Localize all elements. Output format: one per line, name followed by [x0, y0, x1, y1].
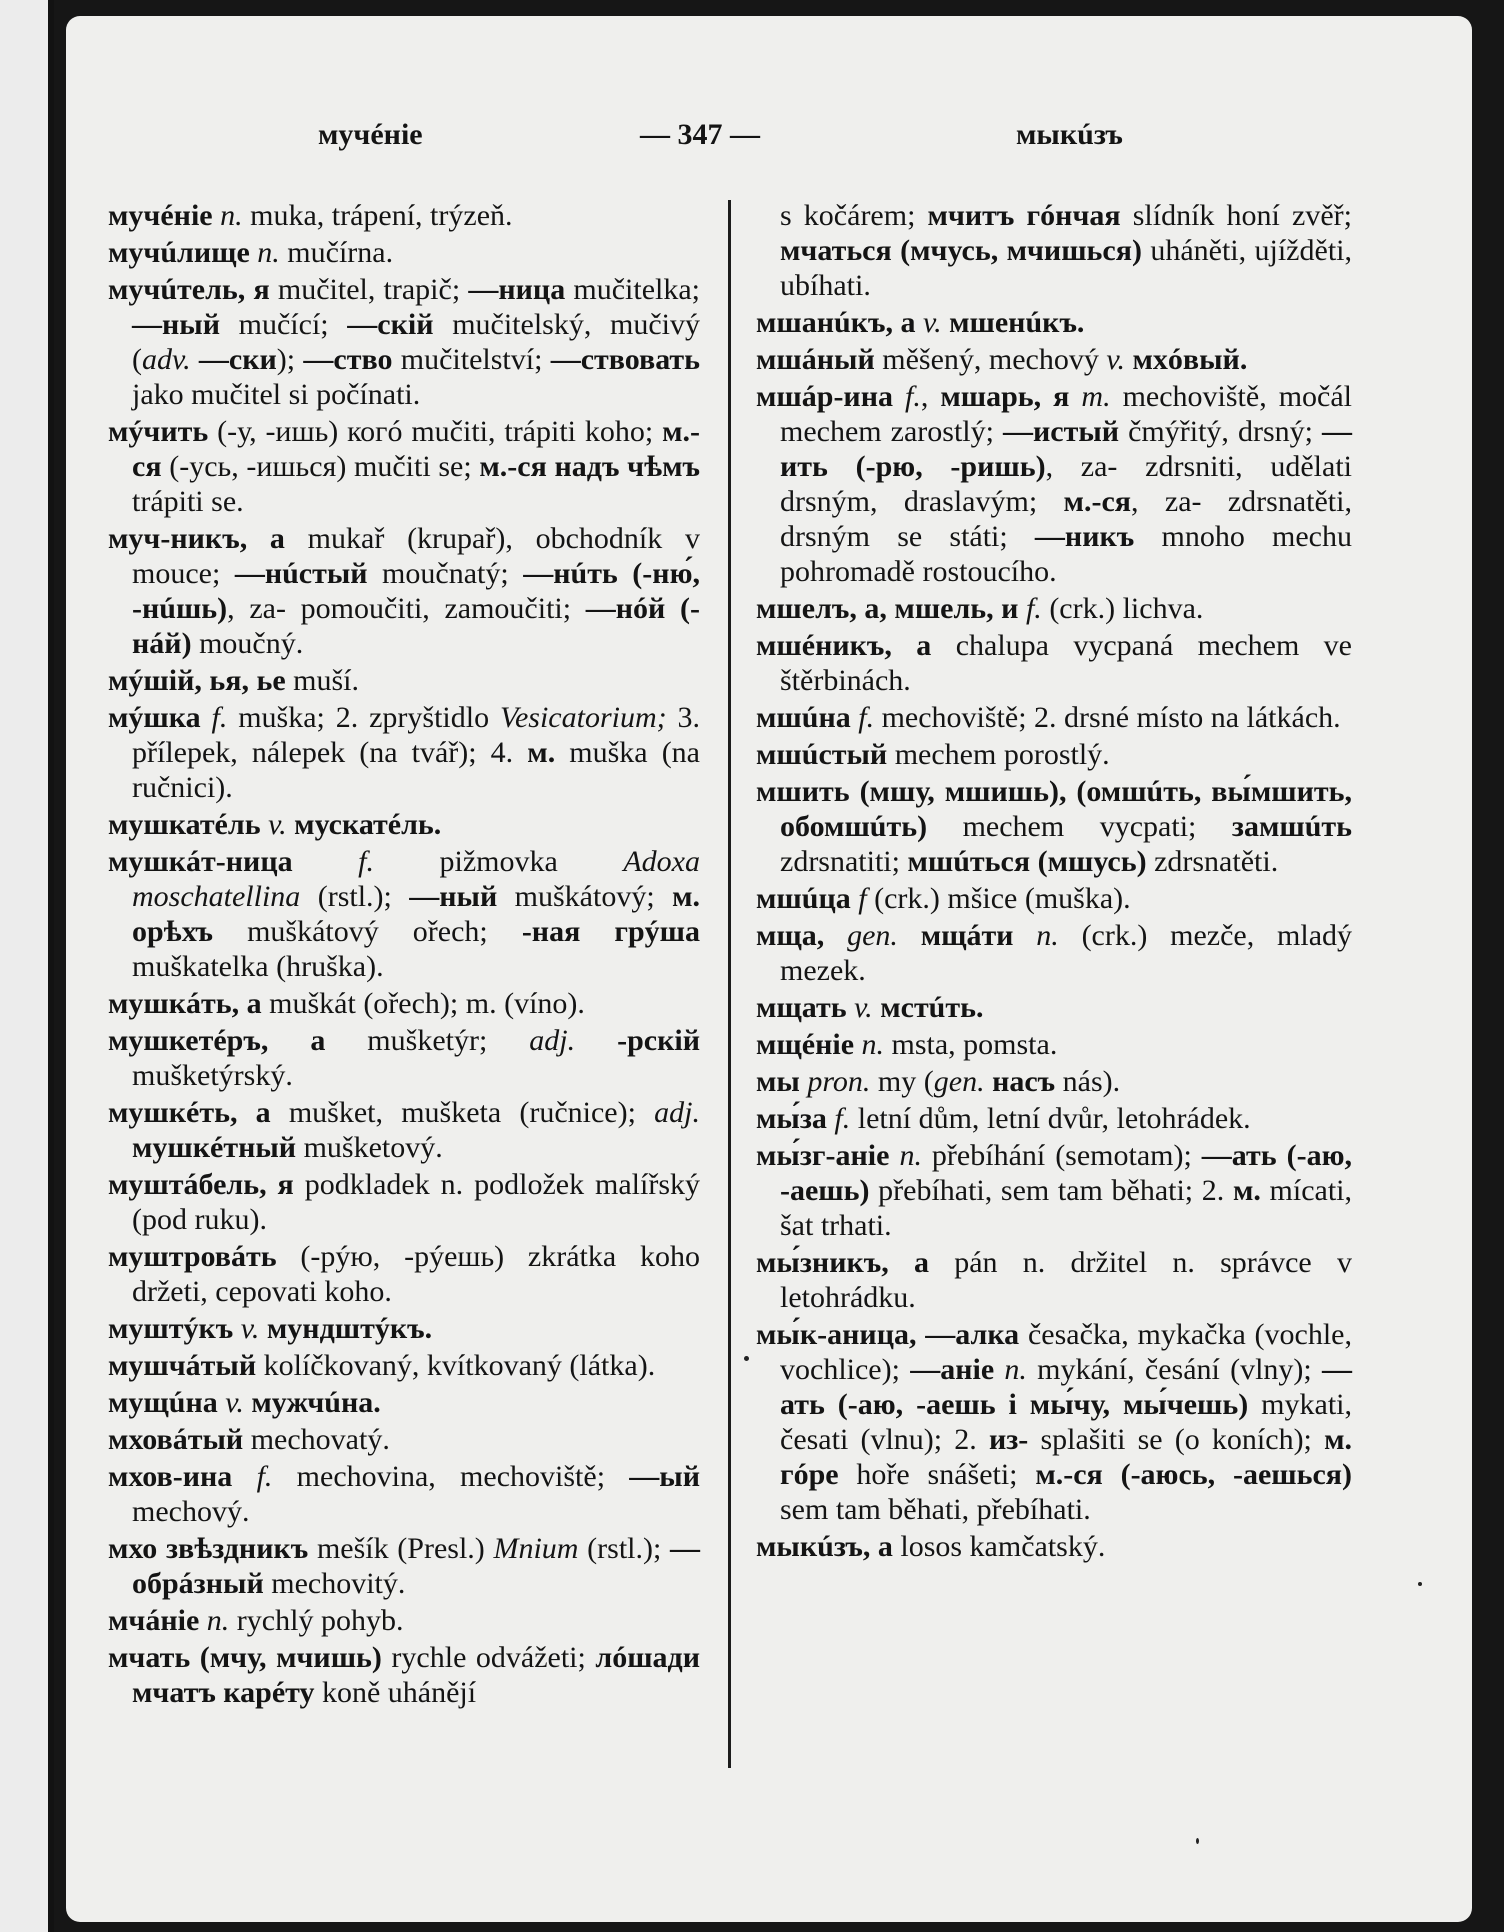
entry-headword: мчáніе: [108, 1604, 200, 1637]
print-speck: [1418, 1582, 1422, 1586]
definition-text: [232, 1460, 256, 1493]
definition-text: mušket, mušketa (ručnice);: [270, 1096, 655, 1129]
definition-text: mušketový.: [296, 1131, 443, 1164]
dictionary-entry: [756, 1027, 1352, 1062]
definition-text: splašiti se (o koních);: [1028, 1423, 1325, 1456]
grammar-label: adj.: [654, 1096, 700, 1129]
grammar-label: n.: [1004, 1353, 1027, 1386]
definition-text: trápiti se.: [132, 485, 244, 518]
definition-text: mechoviště; 2. drsné místo na látkách.: [874, 701, 1341, 734]
running-head-right: мыкúзъ: [1016, 118, 1123, 151]
entry-headword: мушкáть, а: [108, 987, 262, 1020]
entry-headword: мучúтель, я: [108, 273, 270, 306]
grammar-label: n.: [206, 1604, 230, 1637]
cyrillic-form: —ать (-аю, -аешь): [780, 1139, 1353, 1207]
dictionary-entry: [756, 1138, 1352, 1243]
dictionary-entry: [756, 305, 1352, 340]
definition-text: muškátový;: [497, 880, 673, 913]
grammar-label: v.: [854, 991, 873, 1024]
definition-text: [854, 1028, 862, 1061]
entry-headword: мчать: [108, 1641, 191, 1674]
entry-continuation: [756, 198, 1352, 303]
entry-headword: мшить: [756, 775, 850, 808]
grammar-label: f.: [858, 701, 875, 734]
definition-text: [213, 199, 221, 232]
grammar-label: f.: [256, 1460, 273, 1493]
cyrillic-form: —нúть (-ню́, -нúшь): [132, 557, 700, 625]
column-divider: [728, 200, 731, 1768]
cyrillic-form: из-: [988, 1423, 1029, 1456]
definition-text: mechem vycpati;: [927, 810, 1232, 843]
definition-text: [261, 808, 269, 841]
definition-text: mukař (krupař), obchodník v mouce;: [132, 522, 700, 590]
cyrillic-form: мшарь, я: [940, 380, 1070, 413]
definition-text: muškátový ořech;: [213, 915, 522, 948]
definition-text: [942, 306, 950, 339]
cyrillic-form: —ый: [629, 1460, 701, 1493]
definition-text: mechovitý.: [263, 1567, 406, 1600]
definition-text: mechový.: [132, 1495, 250, 1528]
definition-text: moučný.: [191, 627, 304, 660]
cyrillic-form: мстúть.: [880, 991, 984, 1024]
definition-text: [575, 1024, 617, 1057]
dictionary-entry: [108, 272, 700, 412]
definition-text: moučnatý;: [367, 557, 524, 590]
cyrillic-form: мундштýкъ.: [266, 1312, 433, 1345]
definition-text: [916, 306, 924, 339]
definition-text: podkladek n. podložek malířský (pod ruku).: [132, 1168, 701, 1236]
definition-text: mučitel, trapič;: [269, 273, 469, 306]
entry-headword: мущúна: [108, 1386, 218, 1419]
entry-headword: мшанúкъ, а: [756, 306, 916, 339]
entry-headword: мщать: [756, 991, 847, 1024]
cyrillic-form: —ить (-рю, -ришь): [780, 415, 1353, 483]
grammar-label: v.: [240, 1312, 260, 1345]
definition-text: mnoho mechu pohromadě rostoucího.: [780, 520, 1352, 588]
definition-text: jako mučitel si počínati.: [132, 378, 421, 411]
entry-headword: мушкатéль: [108, 808, 261, 841]
cyrillic-form: —ница: [468, 273, 566, 306]
entry-headword: мучúлище: [108, 236, 250, 269]
cyrillic-form: мхóвый.: [1132, 343, 1248, 376]
dictionary-entry: [108, 1348, 700, 1383]
definition-text: sem tam běhati, přebíhati.: [780, 1493, 1091, 1526]
dictionary-entry: [108, 1385, 700, 1420]
cyrillic-form: —обрáзный: [132, 1532, 701, 1600]
dictionary-entry: [108, 521, 700, 661]
cyrillic-form: -ная грýша: [521, 915, 700, 948]
dictionary-entry: [108, 414, 700, 519]
grammar-label: n.: [257, 236, 280, 269]
definition-text: přebíhati, sem tam běhati; 2.: [869, 1174, 1233, 1207]
dictionary-entry: [108, 844, 700, 984]
definition-text: mykání, česání (vlny);: [1026, 1353, 1323, 1386]
running-head-left: мучéніе: [318, 118, 423, 151]
dictionary-entry: [756, 881, 1352, 916]
cyrillic-form: -рскій: [617, 1024, 701, 1057]
grammar-label: n.: [220, 199, 243, 232]
entry-headword: мхо звѣздникъ: [108, 1532, 309, 1565]
definition-text: [1069, 380, 1081, 413]
definition-text: slídník honí zvěř;: [1120, 199, 1352, 232]
definition-text: rychlý pohyb.: [229, 1604, 404, 1637]
dictionary-entry: [108, 198, 700, 233]
cyrillic-form: —ать (-аю, -аешь і мы́чу, мы́чешь): [780, 1353, 1353, 1421]
entry-headword: мушчáтый: [108, 1349, 257, 1382]
grammar-label: n.: [1036, 919, 1059, 952]
entry-headword: мшáр-ина: [756, 380, 894, 413]
cyrillic-form: м.-ся: [132, 415, 700, 483]
cyrillic-form: —ствовать: [550, 343, 701, 376]
definition-text: [889, 1139, 899, 1172]
definition-text: muka, trápení, trýzeň.: [242, 199, 513, 232]
dictionary-entry: [756, 1064, 1352, 1099]
cyrillic-form: насъ: [992, 1065, 1056, 1098]
definition-text: přebíhání (semotam);: [921, 1139, 1202, 1172]
cyrillic-form: мшúться (мшусь): [907, 845, 1147, 878]
entry-headword: мы́зникъ, а: [756, 1246, 929, 1279]
cyrillic-form: (мшу, мшишь), (омшúть, вы́мшить, обомшúть): [780, 775, 1352, 843]
cyrillic-form: —аніе: [910, 1353, 995, 1386]
dictionary-entry: [756, 591, 1352, 626]
entry-headword: мы́за: [756, 1102, 827, 1135]
grammar-label: adv.: [142, 343, 191, 376]
entry-headword: мшúна: [756, 701, 851, 734]
definition-text: losos kamčatský.: [892, 1530, 1106, 1563]
grammar-label: v.: [1106, 343, 1125, 376]
cyrillic-form: м.-ся надъ чѣмъ: [479, 450, 700, 483]
definition-text: hoře snášeti;: [838, 1458, 1036, 1491]
entry-headword: мыкúзъ, а: [756, 1530, 893, 1563]
grammar-label: adj.: [529, 1024, 576, 1057]
dictionary-entry: [108, 663, 700, 698]
dictionary-entry: [756, 342, 1352, 377]
definition-text: uháněti, ujížděti, ubíhati.: [780, 234, 1352, 302]
definition-text: [190, 1641, 200, 1674]
entry-headword: мшúстый: [756, 738, 888, 771]
entry-headword: муштáбель, я: [108, 1168, 294, 1201]
definition-text: mešík (Presl.): [308, 1532, 494, 1565]
cyrillic-form: мужчúна.: [251, 1386, 381, 1419]
dictionary-entry: [108, 1640, 700, 1710]
entry-headword: мушкетéръ, а: [108, 1024, 326, 1057]
grammar-label: n.: [899, 1139, 922, 1172]
cyrillic-form: мчаться (мчусь, мчишься): [780, 234, 1142, 267]
cyrillic-form: замшúть: [1231, 810, 1352, 843]
definition-text: [199, 1604, 207, 1637]
dictionary-entry: [756, 379, 1352, 589]
cyrillic-form: —скій: [347, 308, 434, 341]
entry-headword: мýшка: [108, 701, 201, 734]
left-column: [108, 198, 700, 1712]
grammar-label: n.: [861, 1028, 885, 1061]
cyrillic-form: мускатéль.: [294, 808, 442, 841]
definition-text: muška; 2. zpryštidlo: [227, 701, 500, 734]
dictionary-entry: [756, 1317, 1352, 1527]
dictionary-entry: [756, 628, 1352, 698]
cyrillic-form: —нúстый: [234, 557, 368, 590]
entry-headword: мýчить: [108, 415, 209, 448]
grammar-label: m.: [1081, 380, 1111, 413]
definition-text: [191, 343, 199, 376]
grammar-label: v.: [923, 306, 942, 339]
cyrillic-form: мушкéтный: [132, 1131, 297, 1164]
definition-text: mechoviště, močál mechem zarostlý;: [780, 380, 1352, 448]
cyrillic-form: мчитъ гóнчая: [927, 199, 1121, 232]
definition-text: (-усь, -ишься) mučiti se;: [161, 450, 480, 483]
cyrillic-form: м.-ся: [1063, 485, 1132, 518]
definition-text: mušketýrský.: [132, 1059, 293, 1092]
definition-text: s kočárem;: [780, 199, 928, 232]
right-column: [756, 198, 1352, 1566]
entry-headword: мховáтый: [108, 1423, 244, 1456]
dictionary-entry: [108, 1311, 700, 1346]
definition-text: pán n. držitel n. správce v letohrádku.: [780, 1246, 1352, 1314]
definition-text: koně uhánějí: [314, 1676, 477, 1709]
entry-headword: мучéніе: [108, 199, 213, 232]
definition-text: [1013, 919, 1036, 952]
definition-text: [201, 701, 212, 734]
definition-text: mučitelský, mučivý (: [132, 308, 700, 376]
cyrillic-form: м.: [1232, 1174, 1261, 1207]
definition-text: , za- pomoučiti, zamoučiti;: [227, 592, 586, 625]
cyrillic-form: —нóй (-нáй): [132, 592, 700, 660]
definition-text: muší.: [285, 664, 360, 697]
definition-text: );: [276, 343, 304, 376]
definition-text: [824, 919, 847, 952]
entry-headword: мщéніе: [756, 1028, 855, 1061]
definition-text: mučitelka;: [565, 273, 701, 306]
dictionary-entry: [108, 1531, 700, 1601]
definition-text: muškát (ořech); m. (víno).: [261, 987, 585, 1020]
dictionary-entry: [108, 1422, 700, 1457]
definition-text: zdrsnatiti;: [780, 845, 908, 878]
dictionary-entry: [756, 918, 1352, 988]
dictionary-entry: [108, 807, 700, 842]
grammar-label: v.: [225, 1386, 244, 1419]
grammar-label: Adoxa moschatellina: [132, 845, 700, 913]
definition-text: [1018, 592, 1026, 625]
entry-headword: мща,: [756, 919, 825, 952]
definition-text: , za- zdrsnatěti, drsným se státi;: [780, 485, 1352, 553]
page-number: — 347 —: [640, 118, 760, 151]
definition-text: mučírna.: [279, 236, 394, 269]
definition-text: pižmovka: [374, 845, 624, 878]
entry-headword: мшáный: [756, 343, 875, 376]
cyrillic-form: —никъ: [1034, 520, 1135, 553]
cyrillic-form: —ски: [198, 343, 277, 376]
definition-text: mechovatý.: [243, 1423, 390, 1456]
dictionary-entry: [108, 986, 700, 1021]
grammar-label: gen.: [847, 919, 898, 952]
definition-text: [898, 919, 921, 952]
grammar-label: pron.: [807, 1065, 871, 1098]
definition-text: muškatelka (hruška).: [132, 950, 384, 983]
definition-text: (crk.) lichva.: [1041, 592, 1204, 625]
entry-headword: мхов-ина: [108, 1460, 233, 1493]
definition-text: [893, 380, 905, 413]
entry-headword: мы́к-аница, —алка: [756, 1318, 1020, 1351]
entry-headword: мушкáт-ница: [108, 845, 293, 878]
dictionary-entry: [108, 1023, 700, 1093]
dictionary-entry: [756, 990, 1352, 1025]
entry-headword: мýшій, ья, ье: [108, 664, 286, 697]
cyrillic-form: м. орѣхъ: [132, 880, 700, 948]
grammar-label: f.: [1025, 592, 1042, 625]
definition-text: rychle odvážeti;: [381, 1641, 596, 1674]
grammar-label: f: [858, 882, 867, 915]
entry-headword: мы: [756, 1065, 800, 1098]
definition-text: chalupa vycpaná mechem ve štěrbinách.: [780, 629, 1352, 697]
definition-text: [985, 1065, 993, 1098]
definition-text: (rstl.);: [578, 1532, 671, 1565]
dictionary-entry: [108, 1095, 700, 1165]
entry-headword: мы́зг-аніе: [756, 1139, 890, 1172]
grammar-label: f.: [834, 1102, 851, 1135]
grammar-label: f.: [358, 845, 375, 878]
definition-text: mechovina, mechoviště;: [272, 1460, 630, 1493]
cyrillic-form: м.: [527, 736, 556, 769]
definition-text: mykati, česati (vlnu); 2.: [780, 1388, 1352, 1456]
definition-text: česačka, mykačka (vochle, vochlice);: [780, 1318, 1352, 1386]
definition-text: [233, 1312, 241, 1345]
cyrillic-form: м.-ся (-аюсь, -аешься): [1035, 1458, 1352, 1491]
definition-text: (-у, -ишь) когó mučiti, trápiti koho;: [208, 415, 663, 448]
definition-text: (rstl.);: [300, 880, 410, 913]
definition-text: [994, 1353, 1004, 1386]
cyrillic-form: м. гóре: [780, 1423, 1352, 1491]
cyrillic-form: мшенúкъ.: [949, 306, 1085, 339]
definition-text: zdrsnatěti.: [1146, 845, 1279, 878]
dictionary-entry: [108, 1239, 700, 1309]
definition-text: [847, 991, 855, 1024]
dictionary-entry: [756, 1101, 1352, 1136]
definition-text: mučící;: [220, 308, 348, 341]
dictionary-entry: [756, 774, 1352, 879]
definition-text: [850, 775, 860, 808]
grammar-label: f.: [211, 701, 228, 734]
entry-headword: мушкéть, а: [108, 1096, 271, 1129]
entry-headword: мшелъ, а, мшель, и: [756, 592, 1019, 625]
definition-text: nás).: [1055, 1065, 1121, 1098]
dictionary-entry: [108, 235, 700, 270]
definition-text: , za- zdrsniti, udělati drsným, draslavým;: [780, 450, 1352, 518]
dictionary-entry: [108, 1603, 700, 1638]
definition-text: (-рýю, -рýешь) zkrátka koho držeti, cepovati koho.: [132, 1240, 700, 1308]
definition-text: kolíčkovaný, kvítkovaný (látka).: [256, 1349, 656, 1382]
cyrillic-form: —ство: [303, 343, 393, 376]
entry-headword: муштýкъ: [108, 1312, 234, 1345]
entry-headword: муштровáть: [108, 1240, 277, 1273]
definition-text: mušketýr;: [325, 1024, 530, 1057]
entry-headword: мшúца: [756, 882, 851, 915]
previous-page-edge: [0, 0, 54, 1932]
cyrillic-form: —ный: [132, 308, 220, 341]
cyrillic-form: —ный: [409, 880, 498, 913]
cyrillic-form: (мчу, мчишь): [199, 1641, 382, 1674]
cyrillic-form: —истый: [1003, 415, 1120, 448]
definition-text: 3. přílepek, nálepek (na tvář); 4.: [132, 701, 701, 769]
dictionary-entry: [108, 1459, 700, 1529]
dictionary-entry: [756, 1245, 1352, 1315]
print-speck: [1196, 1838, 1199, 1844]
dictionary-entry: [108, 700, 700, 805]
definition-text: msta, pomsta.: [884, 1028, 1058, 1061]
dictionary-entry: [756, 700, 1352, 735]
print-speck: [744, 1356, 749, 1361]
definition-text: čmýřitý, drsný;: [1119, 415, 1323, 448]
definition-text: mučitelství;: [392, 343, 551, 376]
definition-text: ,: [920, 380, 941, 413]
definition-text: [293, 845, 359, 878]
dictionary-entry: [756, 737, 1352, 772]
cyrillic-form: лóшади мчатъ карéту: [132, 1641, 700, 1709]
cyrillic-form: мщáти: [920, 919, 1014, 952]
grammar-label: gen.: [933, 1065, 985, 1098]
grammar-label: Mnium: [493, 1532, 579, 1565]
definition-text: [259, 1312, 267, 1345]
definition-text: mícati, šat trhati.: [780, 1174, 1352, 1242]
entry-headword: мшéникъ, а: [756, 629, 932, 662]
definition-text: (crk.) mezče, mladý mezek.: [780, 919, 1353, 987]
grammar-label: f.: [905, 380, 921, 413]
grammar-label: v.: [268, 808, 287, 841]
definition-text: letní dům, letní dvůr, letohrádek.: [850, 1102, 1251, 1135]
definition-text: měšený, mechový: [874, 343, 1107, 376]
definition-text: my (: [870, 1065, 934, 1098]
grammar-label: Vesicatorium;: [499, 701, 667, 734]
entry-headword: муч-никъ, а: [108, 522, 285, 555]
definition-text: (crk.) mšice (muška).: [866, 882, 1131, 915]
dictionary-entry: [108, 1167, 700, 1237]
definition-text: mechem porostlý.: [887, 738, 1110, 771]
definition-text: muška (na ručnici).: [132, 736, 700, 804]
dictionary-entry: [756, 1529, 1352, 1564]
